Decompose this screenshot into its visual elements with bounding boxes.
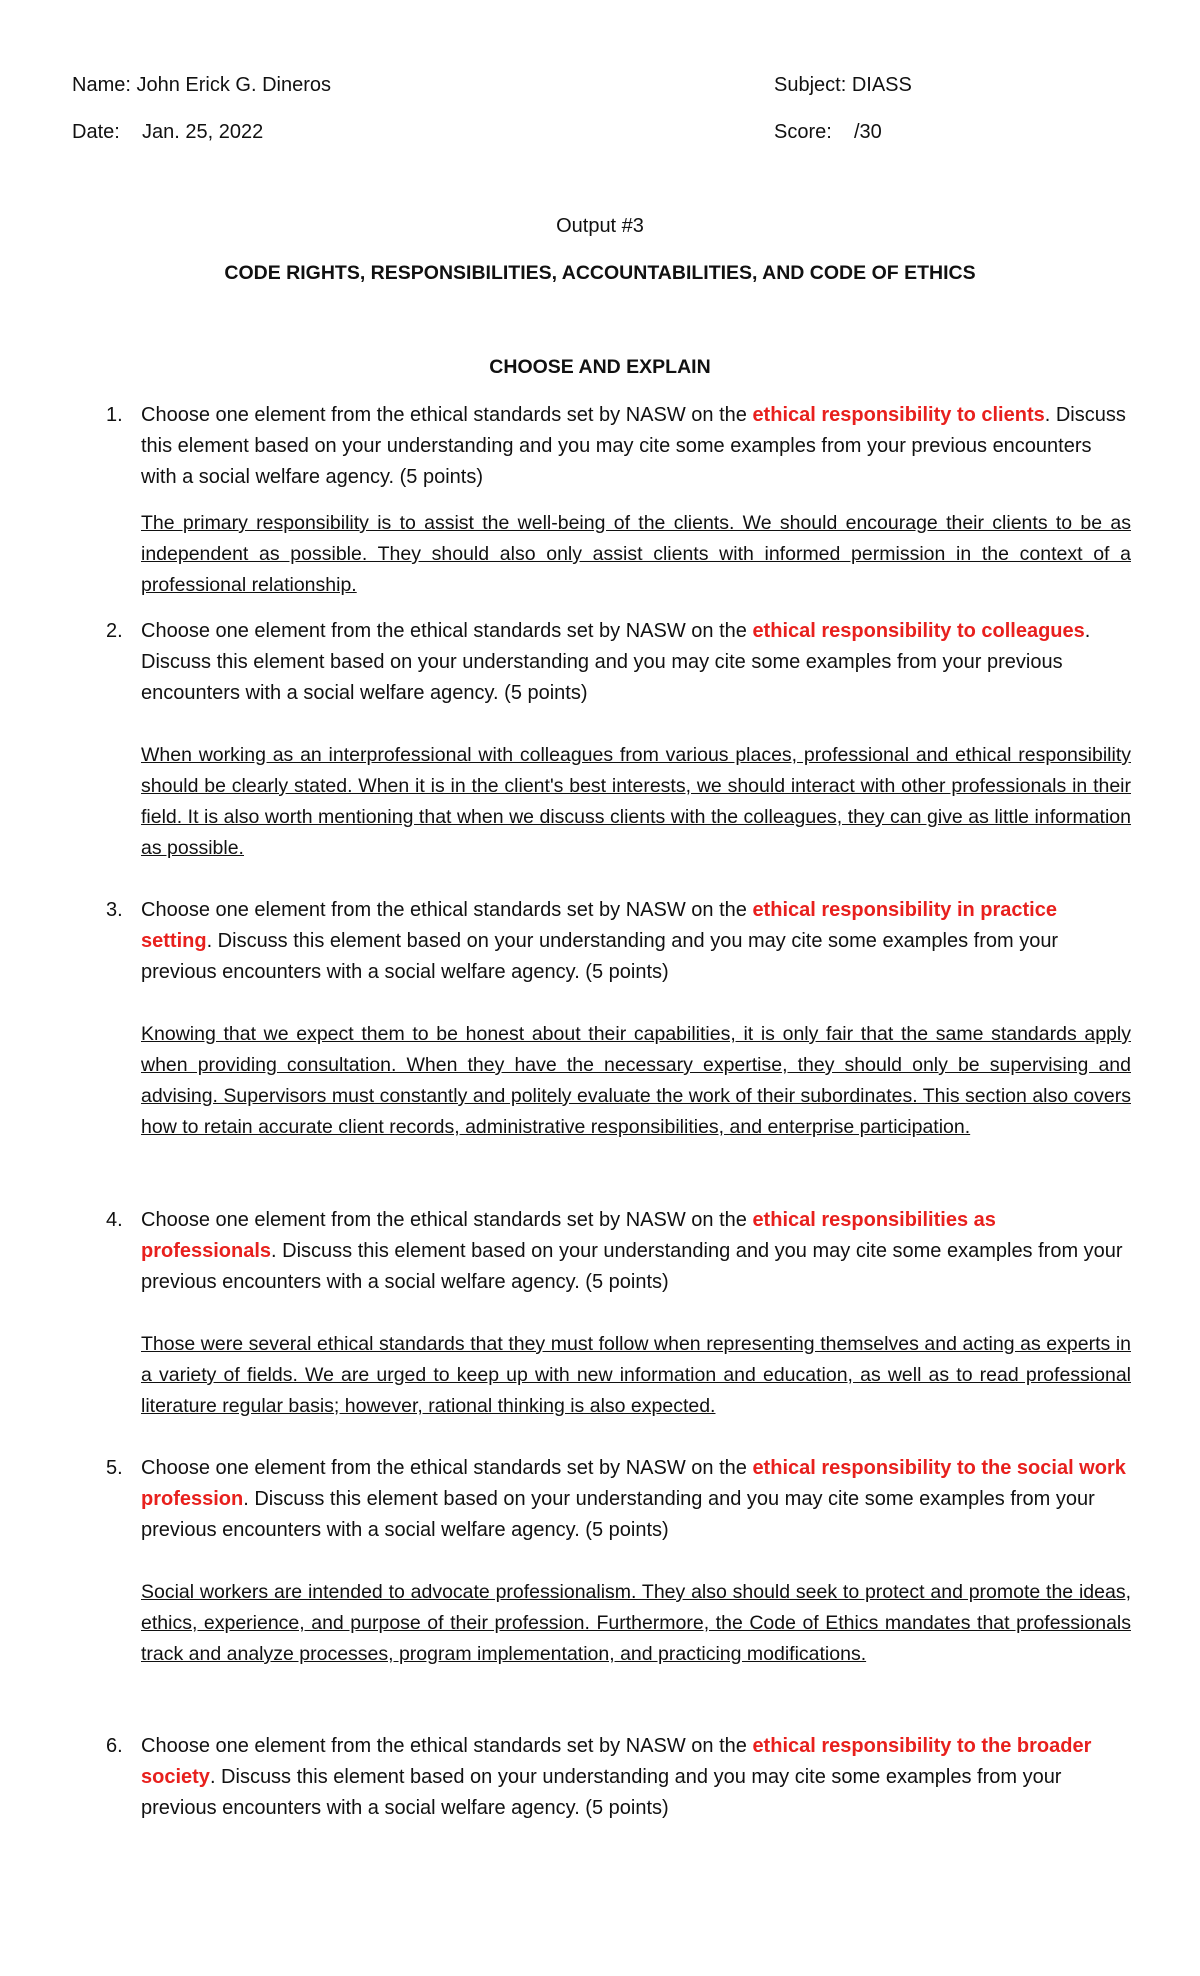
date-label: Date: <box>72 121 120 143</box>
subject-line <box>774 74 912 97</box>
question-text <box>141 1453 1131 1546</box>
question-keyword: ethical responsibility to the social work profession <box>141 1457 1126 1510</box>
question-text <box>141 616 1131 709</box>
name-label: Name: <box>72 74 131 96</box>
question-suffix: . Discuss this element based on your understanding and you may cite some examples from your previous encounters with a social welfare agency. (5 points) <box>141 1240 1123 1293</box>
question-number: 2. <box>106 620 123 642</box>
score-label: Score: <box>774 121 832 143</box>
question-prefix: Choose one element from the ethical standards set by NASW on the <box>141 620 753 642</box>
section-title: CHOOSE AND EXPLAIN <box>489 356 711 378</box>
question-prefix: Choose one element from the ethical standards set by NASW on the <box>141 1735 753 1757</box>
question-number: 1. <box>106 404 123 426</box>
question-keyword: ethical responsibility to clients <box>752 404 1045 426</box>
question-text <box>141 1205 1131 1298</box>
score-line <box>774 121 882 144</box>
question-suffix: . Discuss this element based on your understanding and you may cite some examples from your previous encounters with a social welfare agency. (5 points) <box>141 930 1059 983</box>
answer-text: Knowing that we expect them to be honest about their capabilities, it is only fair that the same standards apply when providing consultation. When they have the necessary expertise, they should only be supervising and advising. Supervisors must constantly and politely evaluate the work of their subordinates. This section also covers how to retain accurate client records, administrative responsibilities, and enterprise participation. <box>141 1023 1131 1138</box>
question-number: 6. <box>106 1735 123 1757</box>
student-name-line <box>72 74 331 97</box>
score-value: /30 <box>854 121 882 143</box>
subject-value: DIASS <box>851 74 912 96</box>
question-suffix: . Discuss this element based on your understanding and you may cite some examples from your previous encounters with a social welfare agency. (5 points) <box>141 620 1091 704</box>
question-number: 5. <box>106 1457 123 1479</box>
question-keyword: ethical responsibility to colleagues <box>752 620 1085 642</box>
output-number: Output #3 <box>556 215 644 237</box>
page-title: CODE RIGHTS, RESPONSIBILITIES, ACCOUNTABILITIES, AND CODE OF ETHICS <box>224 262 976 284</box>
question-keyword: ethical responsibility to the broader society <box>141 1735 1092 1788</box>
answer-text: The primary responsibility is to assist the well-being of the clients. We should encourage their clients to be as independent as possible. They should also only assist clients with informed permission in the context of a professional relationship. <box>141 512 1131 596</box>
question-text <box>141 1731 1131 1824</box>
subject-label: Subject: <box>774 74 847 96</box>
question-keyword: ethical responsibilities as professionals <box>141 1209 996 1262</box>
question-prefix: Choose one element from the ethical standards set by NASW on the <box>141 1209 753 1231</box>
question-text <box>141 895 1131 988</box>
question-number: 4. <box>106 1209 123 1231</box>
question-number: 3. <box>106 899 123 921</box>
date-line <box>72 121 263 144</box>
question-suffix: . Discuss this element based on your understanding and you may cite some examples from your previous encounters with a social welfare agency. (5 points) <box>141 1488 1095 1541</box>
question-prefix: Choose one element from the ethical standards set by NASW on the <box>141 899 753 921</box>
answer-text: When working as an interprofessional with colleagues from various places, professional and ethical responsibility should be clearly stated. When it is in the client's best interests, we should interact with other professionals in their field. It is also worth mentioning that when we discuss clients with the colleagues, they can give as little information as possible. <box>141 744 1131 859</box>
question-text <box>141 400 1131 493</box>
date-value: Jan. 25, 2022 <box>142 121 264 143</box>
answer-text: Social workers are intended to advocate professionalism. They also should seek to protect and promote the ideas, ethics, experience, and purpose of their profession. Furthermore, the Code of Ethics mandates that professionals track and analyze processes, program implementation, and practicing modifications. <box>141 1581 1131 1665</box>
question-suffix: . Discuss this element based on your understanding and you may cite some examples from your previous encounters with a social welfare agency. (5 points) <box>141 1766 1062 1819</box>
name-value: John Erick G. Dineros <box>136 74 331 96</box>
question-suffix: . Discuss this element based on your understanding and you may cite some examples from your previous encounters with a social welfare agency. (5 points) <box>141 404 1126 488</box>
question-prefix: Choose one element from the ethical standards set by NASW on the <box>141 1457 753 1479</box>
question-prefix: Choose one element from the ethical standards set by NASW on the <box>141 404 753 426</box>
answer-text: Those were several ethical standards that they must follow when representing themselves and acting as experts in a variety of fields. We are urged to keep up with new information and education, as well as to read professional literature regular basis; however, rational thinking is also expected. <box>141 1333 1131 1417</box>
question-keyword: ethical responsibility in practice setting <box>141 899 1057 952</box>
